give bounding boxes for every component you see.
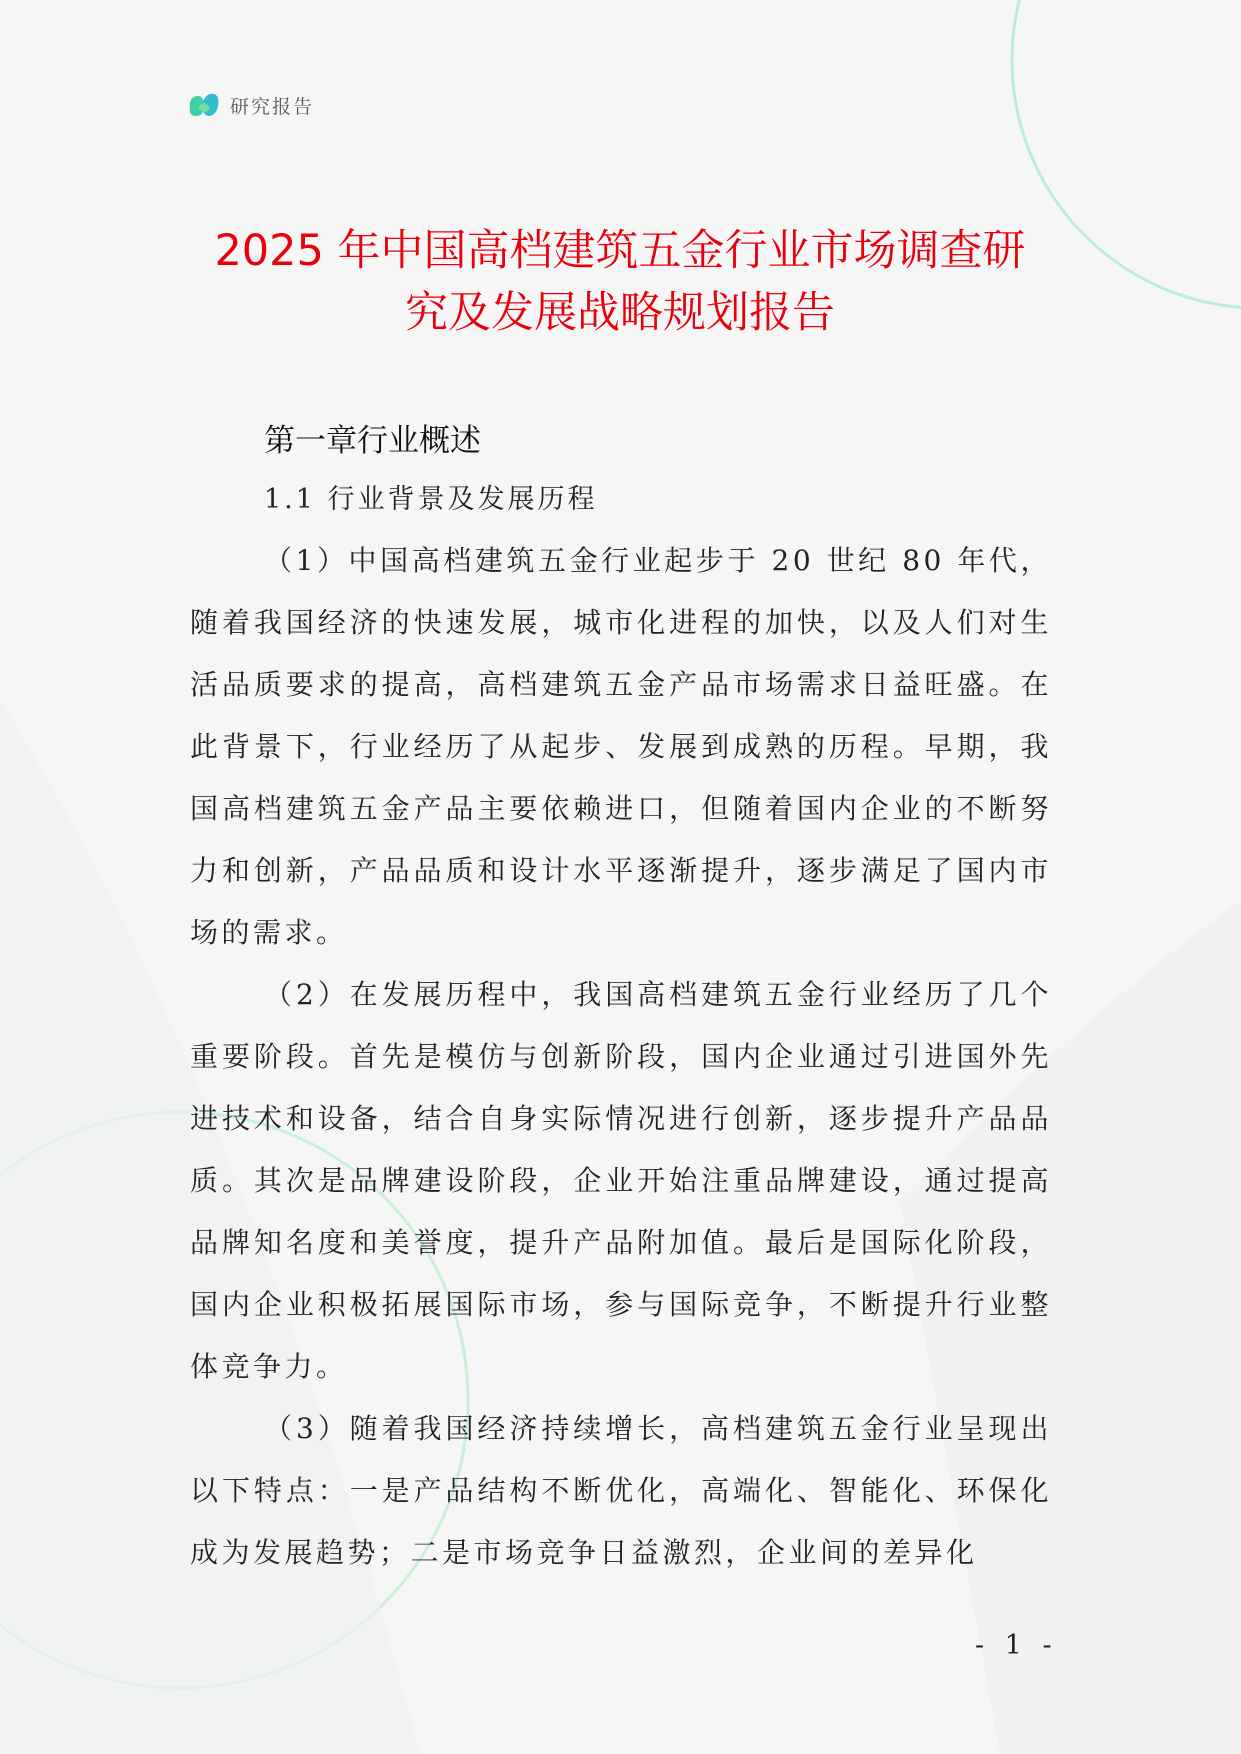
page-number: - 1 - [975,1630,1058,1661]
paragraph-2: （2）在发展历程中，我国高档建筑五金行业经历了几个重要阶段。首先是模仿与创新阶段，国内企业通过引进国外先进技术和设备，结合自身实际情况进行创新，逐步提升产品品质。其次是品牌建设阶段，企业开始注重品牌建设，通过提高品牌知名度和美誉度，提升产品附加值。最后是国际化阶段，国内企业积极拓展国际市场，参与国际竞争，不断提升行业整体竞争力。 [190,978,1052,1383]
header-label: 研究报告 [230,95,315,118]
paragraph-3: （3）随着我国经济持续增长，高档建筑五金行业呈现出以下特点：一是产品结构不断优化，高端化、智能化、环保化成为发展趋势；二是市场竞争日益激烈，企业间的差异化 [190,1412,1052,1569]
report-title-line-1: 2025 年中国高档建筑五金行业市场调查研 [214,226,1026,276]
report-title [140,220,1100,344]
brand-logo-icon [186,90,222,120]
section-heading: 1.1 行业背景及发展历程 [264,484,598,515]
report-body [190,412,1052,1584]
paragraph-1: （1）中国高档建筑五金行业起步于 20 世纪 80 年代，随着我国经济的快速发展，城市化进程的加快，以及人们对生活品质要求的提高，高档建筑五金产品市场需求日益旺盛。在此背景下，行业经历了从起步、发展到成熟的历程。早期，我国高档建筑五金产品主要依赖进口，但随着国内企业的不断努力和创新，产品品质和设计水平逐渐提升，逐步满足了国内市场的需求。 [190,544,1052,949]
report-header [186,90,314,120]
report-title-line-2: 究及发展战略规划报告 [405,288,835,338]
chapter-heading: 第一章行业概述 [264,423,481,459]
